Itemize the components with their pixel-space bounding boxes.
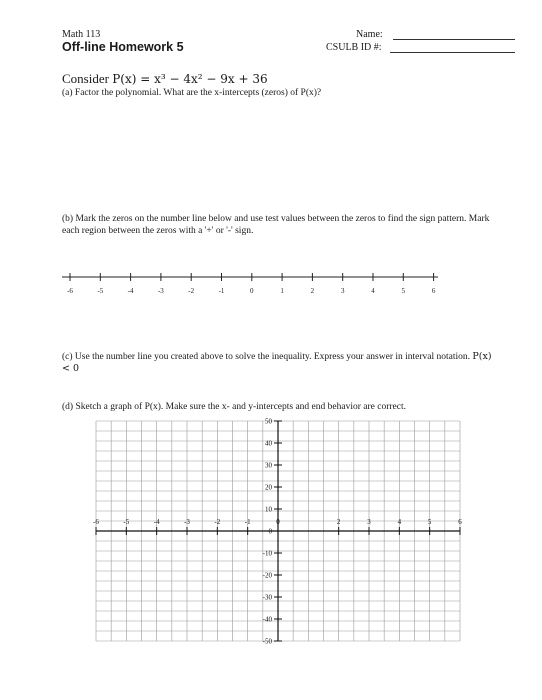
y-axis-tick-label: -20 bbox=[262, 571, 272, 580]
x-axis-tick-label: -4 bbox=[153, 518, 160, 526]
number-line-tick-label: 0 bbox=[250, 287, 254, 295]
y-axis-tick-label: -50 bbox=[262, 637, 272, 646]
id-label: CSULB ID #: bbox=[326, 42, 382, 53]
part-c-text bbox=[62, 351, 492, 375]
number-line-tick-label: 5 bbox=[401, 287, 406, 295]
x-axis-tick-label: 6 bbox=[458, 518, 462, 526]
part-b-text: (b) Mark the zeros on the number line below and use test values between the zeros to find the sign pattern. Mark each region between the zeros with a '+' or '-' sign. bbox=[62, 214, 490, 236]
y-axis-tick-label: 30 bbox=[265, 461, 272, 470]
number-line-tick-label: 2 bbox=[310, 287, 315, 295]
x-axis-tick-label: -5 bbox=[123, 518, 130, 526]
x-axis-tick-label: -3 bbox=[184, 518, 190, 526]
y-axis-tick-label: 40 bbox=[265, 439, 272, 448]
part-d-text: (d) Sketch a graph of P(x). Make sure the x- and y-intercepts and end behavior are correct. bbox=[62, 402, 406, 412]
id-field-line[interactable] bbox=[390, 52, 515, 53]
y-axis-tick-label: -40 bbox=[262, 615, 272, 624]
part-a-text: (a) Factor the polynomial. What are the x-intercepts (zeros) of P(x)? bbox=[62, 88, 322, 98]
y-axis-tick-label: 0 bbox=[268, 527, 272, 536]
polynomial-expression: P(x) = x³ − 4x² − 9x + 36 bbox=[112, 72, 268, 86]
x-axis-tick-label: 2 bbox=[336, 518, 341, 526]
problem-statement bbox=[62, 71, 268, 87]
y-axis-tick-label: 10 bbox=[265, 505, 272, 514]
number-line-tick-label: -6 bbox=[67, 287, 73, 295]
x-axis-tick-label: 3 bbox=[367, 518, 371, 526]
number-line-tick-label: -3 bbox=[157, 287, 164, 295]
number-line-tick-label: 6 bbox=[431, 287, 436, 295]
name-field-line[interactable] bbox=[393, 39, 515, 40]
x-axis-tick-label: 4 bbox=[397, 518, 402, 526]
x-axis-tick-label: 5 bbox=[427, 518, 432, 526]
number-line-tick-label: -5 bbox=[97, 287, 104, 295]
y-axis-tick-label: 50 bbox=[265, 417, 272, 426]
inequality-expression: P(x) < 0 bbox=[62, 351, 492, 374]
x-axis-tick-label: 0 bbox=[276, 518, 280, 526]
y-axis-tick-label: -30 bbox=[262, 593, 272, 602]
course-label: Math 113 bbox=[62, 29, 101, 40]
number-line-tick-label: 3 bbox=[340, 287, 345, 295]
coordinate-grid[interactable] bbox=[88, 415, 468, 647]
number-line-tick-label: -2 bbox=[188, 287, 195, 295]
name-label: Name: bbox=[356, 29, 383, 40]
homework-title: Off-line Homework 5 bbox=[62, 40, 184, 54]
y-axis-tick-label: 20 bbox=[265, 483, 272, 492]
x-axis-tick-label: -1 bbox=[244, 518, 251, 526]
part-c-instructions: (c) Use the number line you created above to solve the inequality. Express your answer in interval notation. bbox=[62, 352, 471, 362]
number-line-tick-label: -1 bbox=[218, 287, 225, 295]
number-line-tick-label: 4 bbox=[371, 287, 375, 295]
x-axis-tick-label: -6 bbox=[93, 518, 99, 526]
consider-text: Consider bbox=[62, 71, 113, 86]
number-line[interactable] bbox=[60, 268, 440, 302]
number-line-tick-label: 1 bbox=[280, 287, 284, 295]
number-line-tick-label: -4 bbox=[127, 287, 134, 295]
y-axis-tick-label: -10 bbox=[262, 549, 272, 558]
x-axis-tick-label: -2 bbox=[214, 518, 221, 526]
